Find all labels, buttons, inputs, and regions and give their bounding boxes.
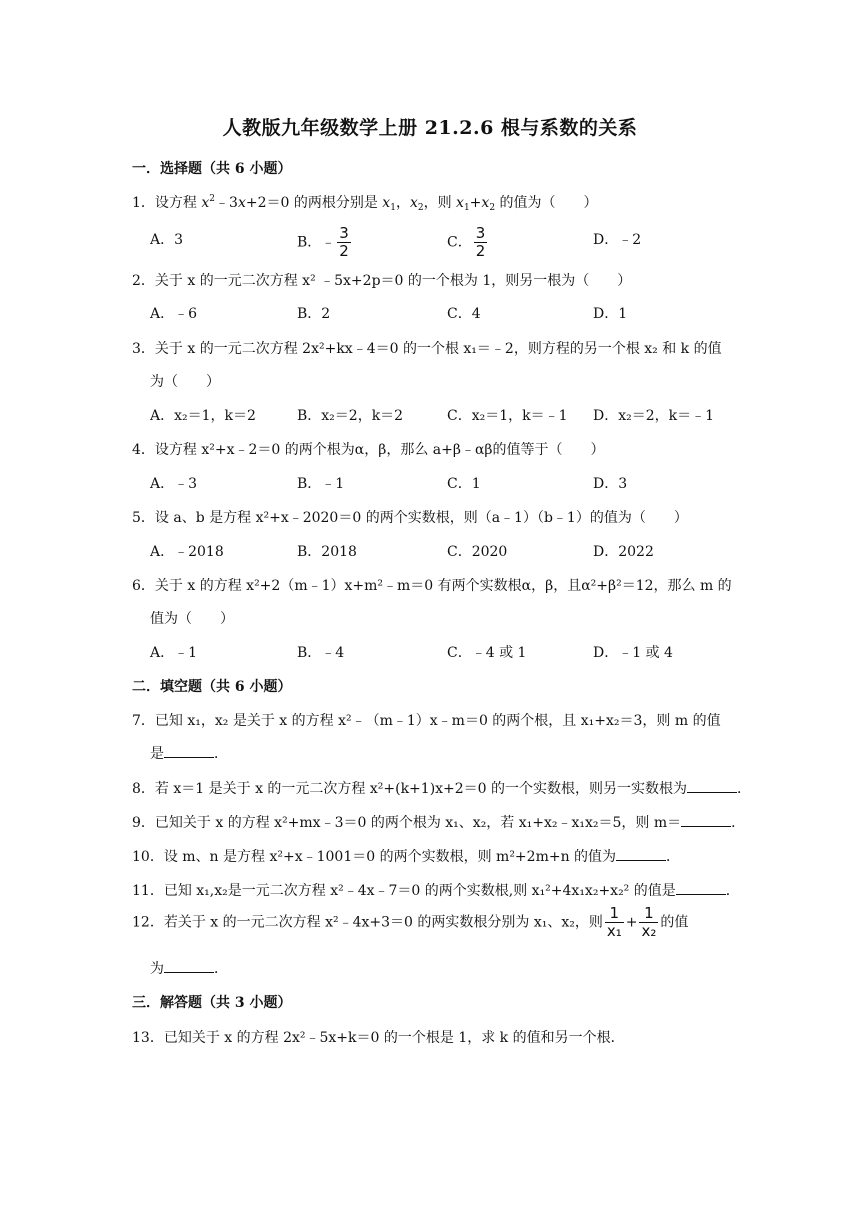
fraction-three-halves: $\frac{3}{2}$ (339, 224, 349, 260)
question-8: 8．若 x＝1 是关于 x 的一元二次方程 x²+(k+1)x+2＝0 的一个实数根，则另一实数根为 ． (132, 781, 752, 797)
question-13: 13．已知关于 x 的方程 2x²﹣5x+k＝0 的一个根是 1，求 k 的值和另一个根． (132, 1030, 625, 1046)
option-b[interactable]: B．x₂＝2，k＝2 (297, 408, 404, 424)
section-heading-fill: 二．填空题（共 6 小题） (132, 679, 292, 695)
option-d[interactable]: D．2022 (593, 544, 654, 560)
option-a[interactable]: A．﹣6 (150, 306, 198, 322)
option-c[interactable]: C．x₂＝1，k＝﹣1 (447, 408, 568, 424)
question-4: 4．设方程 x²+x﹣2＝0 的两个根为α，β，那么 a+β﹣αβ的值等于（ ） (132, 442, 605, 458)
question-12: 12．若关于 x 的一元二次方程 x²﹣4x+3＝0 的两实数根分别为 x₁、x₂，则 $\frac{1}{\text{x₁}}$ + $\frac{1}{\text{x₂}}$ 的值 (132, 904, 689, 940)
option-a[interactable]: A．﹣3 (150, 476, 198, 492)
option-d[interactable]: D．﹣1 或 4 (593, 645, 673, 661)
option-c[interactable]: C．﹣4 或 1 (447, 645, 527, 661)
question-1-options (150, 224, 730, 260)
question-2-options (150, 303, 730, 327)
option-c[interactable]: C．1 (447, 476, 481, 492)
question-6: 6．关于 x 的方程 x²+2（m﹣1）x+m²﹣m＝0 有两个实数根α，β，且α²+β²＝12，那么 m 的 (132, 578, 732, 594)
answer-blank[interactable] (681, 814, 731, 827)
fraction-one-over-x1: $\frac{1}{\text{x₁}}$ (606, 904, 622, 940)
question-7: 7．已知 x₁，x₂ 是关于 x 的方程 x²﹣（m﹣1）x﹣m＝0 的两个根，且 x₁+x₂＝3，则 m 的值 (132, 713, 721, 729)
option-b[interactable]: B．﹣1 (297, 476, 345, 492)
question-11: 11．已知 x₁,x₂是一元二次方程 x²﹣4x﹣7＝0 的两个实数根,则 x₁²+4x₁x₂+x₂² 的值是 ． (132, 883, 740, 899)
option-b[interactable]: B．﹣4 (297, 645, 345, 661)
option-a[interactable]: A．﹣1 (150, 645, 198, 661)
answer-blank[interactable] (616, 848, 666, 861)
option-d[interactable]: D．1 (593, 306, 628, 322)
answer-blank[interactable] (676, 882, 726, 895)
question-5-options (150, 541, 730, 565)
answer-blank[interactable] (164, 960, 214, 973)
fraction-one-over-x2: $\frac{1}{\text{x₂}}$ (641, 904, 657, 940)
option-c[interactable]: C．4 (447, 306, 481, 322)
option-a[interactable]: A．﹣2018 (150, 544, 224, 560)
question-3-options (150, 405, 730, 429)
option-a[interactable]: A．3 (150, 232, 184, 248)
option-d[interactable]: D．3 (593, 476, 628, 492)
question-12-continued: 为 ． (150, 961, 228, 977)
question-5: 5．设 a、b 是方程 x²+x﹣2020＝0 的两个实数根，则（a﹣1）（b﹣1）的值为（ ） (132, 510, 688, 526)
question-10: 10．设 m、n 是方程 x²+x﹣1001＝0 的两个实数根，则 m²+2m+n 的值为 ． (132, 849, 681, 865)
question-1: 1．设方程 $x^2﹣3x+2=0$ 的两根分别是 $x_1$，$x_2$，则 $x_1+x_2$ 的值为（ ） (132, 194, 598, 213)
option-c[interactable]: C．2020 (447, 544, 508, 560)
option-b[interactable]: B．2 (297, 306, 331, 322)
option-d[interactable]: D．x₂＝2，k＝﹣1 (593, 408, 715, 424)
section-heading-solve: 三．解答题（共 3 小题） (132, 995, 292, 1011)
question-7-continued: 是 ． (150, 746, 228, 762)
question-2: 2．关于 x 的一元二次方程 x² ﹣5x+2p＝0 的一个根为 1，则另一根为（ ） (132, 273, 632, 289)
question-9: 9．已知关于 x 的方程 x²+mx﹣3＝0 的两个根为 x₁、x₂，若 x₁+x₂﹣x₁x₂＝5，则 m＝ ． (132, 815, 746, 831)
option-d[interactable]: D．﹣2 (593, 232, 642, 248)
section-heading-choice: 一．选择题（共 6 小题） (132, 161, 292, 177)
answer-blank[interactable] (687, 780, 737, 793)
page-title: 人教版九年级数学上册 21.2.6 根与系数的关系 (222, 117, 638, 139)
answer-blank[interactable] (164, 745, 214, 758)
fraction-three-halves: $\frac{3}{2}$ (475, 224, 486, 260)
option-b[interactable]: B．﹣ $\frac{3}{2}$ (297, 224, 349, 260)
question-3-continued: 为（ ） (150, 374, 220, 390)
question-4-options (150, 473, 730, 497)
option-c[interactable]: C． $\frac{3}{2}$ (447, 224, 486, 260)
option-b[interactable]: B．2018 (297, 544, 357, 560)
option-a[interactable]: A．x₂＝1，k＝2 (150, 408, 256, 424)
question-6-options (150, 642, 730, 666)
question-3: 3．关于 x 的一元二次方程 2x²+kx﹣4＝0 的一个根 x₁＝﹣2，则方程的另一个根 x₂ 和 k 的值 (132, 341, 722, 357)
question-6-continued: 值为（ ） (150, 611, 234, 627)
